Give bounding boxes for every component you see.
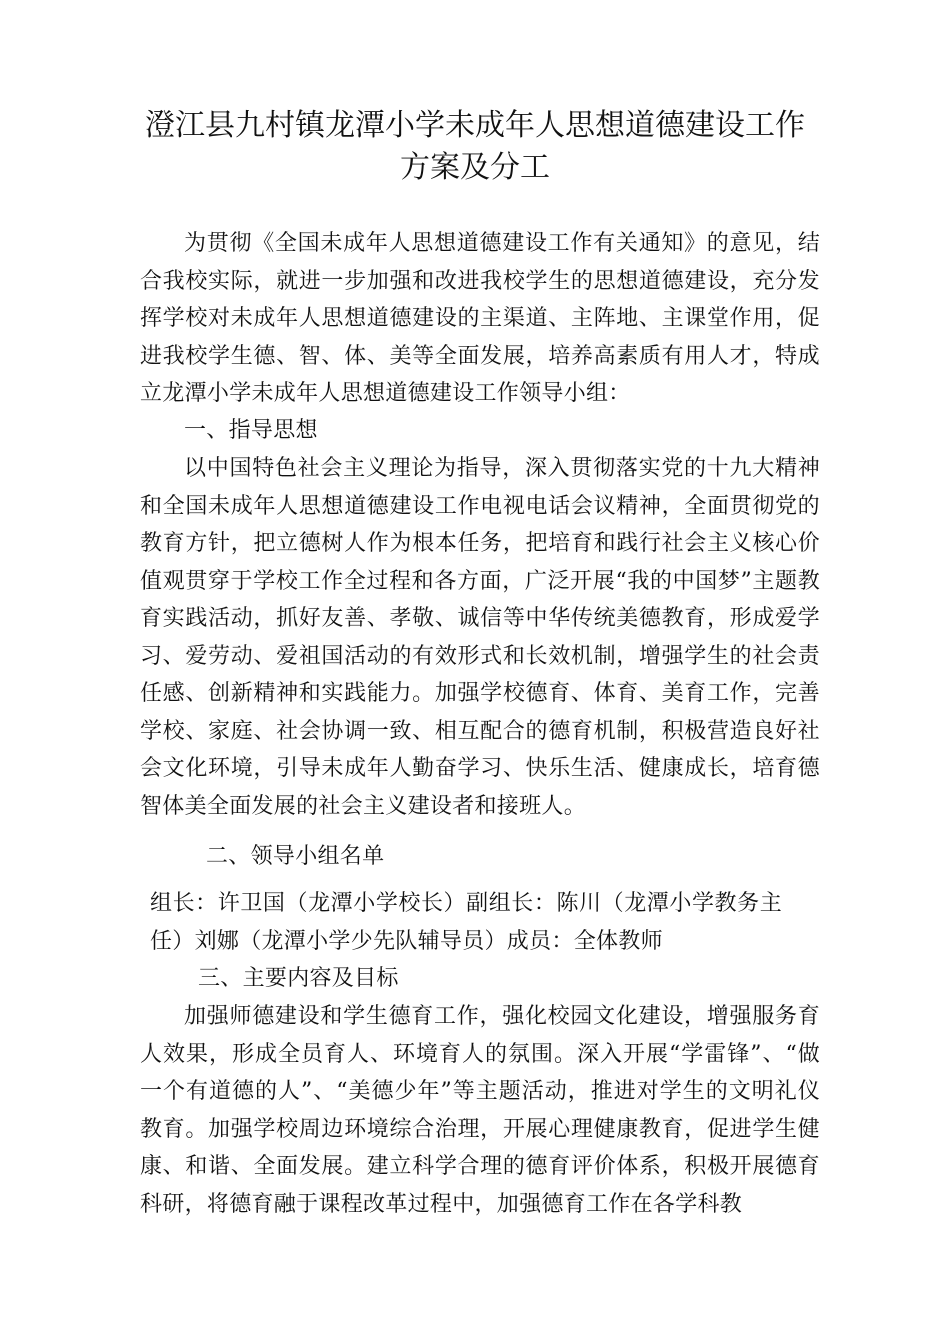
document-title-line2: 方案及分工 xyxy=(400,150,550,185)
section-heading-guiding-ideology: 一、指导思想 xyxy=(184,418,318,443)
guiding-ideology-paragraph: 以中国特色社会主义理论为指导，深入贯彻落实党的十九大精神和全国未成年人思想道德建设工作电视电话会议精神，全面贯彻党的教育方针，把立德树人作为根本任务，把培育和践行社会主义核心价值观贯穿于学校工作全过程和各方面，广泛开展“我的中国梦”主题教育实践活动，抓好友善、孝敬、诚信等中华传统美德教育，形成爱学习、爱劳动、爱祖国活动的有效形式和长效机制，增强学生的社会责任感、创新精神和实践能力。加强学校德育、体育、美育工作，完善学校、家庭、社会协调一致、相互配合的德育机制，积极营造良好社会文化环境，引导未成年人勤奋学习、快乐生活、健康成长，培育德智体美全面发展的社会主义建设者和接班人。 xyxy=(140,456,820,819)
main-content-paragraph: 加强师德建设和学生德育工作，强化校园文化建设，增强服务育人效果，形成全员育人、环境育人的氛围。深入开展“学雷锋”、“做一个有道德的人”、“美德少年”等主题活动，推进对学生的文明礼仪教育。加强学校周边环境综合治理，开展心理健康教育，促进学生健康、和谐、全面发展。建立科学合理的德育评价体系，积极开展德育科研，将德育融于课程改革过程中，加强德育工作在各学科教 xyxy=(140,1004,820,1217)
section-heading-leadership-group: 二、领导小组名单 xyxy=(206,844,385,869)
document-title-line1: 澄江县九村镇龙潭小学未成年人思想道德建设工作 xyxy=(145,108,805,143)
section-heading-main-content: 三、主要内容及目标 xyxy=(198,966,399,991)
leadership-group-list: 组长：许卫国（龙潭小学校长）副组长：陈川（龙潭小学教务主任）刘娜（龙潭小学少先队辅导员）成员：全体教师 xyxy=(150,891,782,954)
intro-paragraph: 为贯彻《全国未成年人思想道德建设工作有关通知》的意见，结合我校实际，就进一步加强和改进我校学生的思想道德建设，充分发挥学校对未成年人思想道德建设的主渠道、主阵地、主课堂作用，促进我校学生德、智、体、美等全面发展，培养高素质有用人才，特成立龙潭小学未成年人思想道德建设工作领导小组： xyxy=(140,231,820,406)
